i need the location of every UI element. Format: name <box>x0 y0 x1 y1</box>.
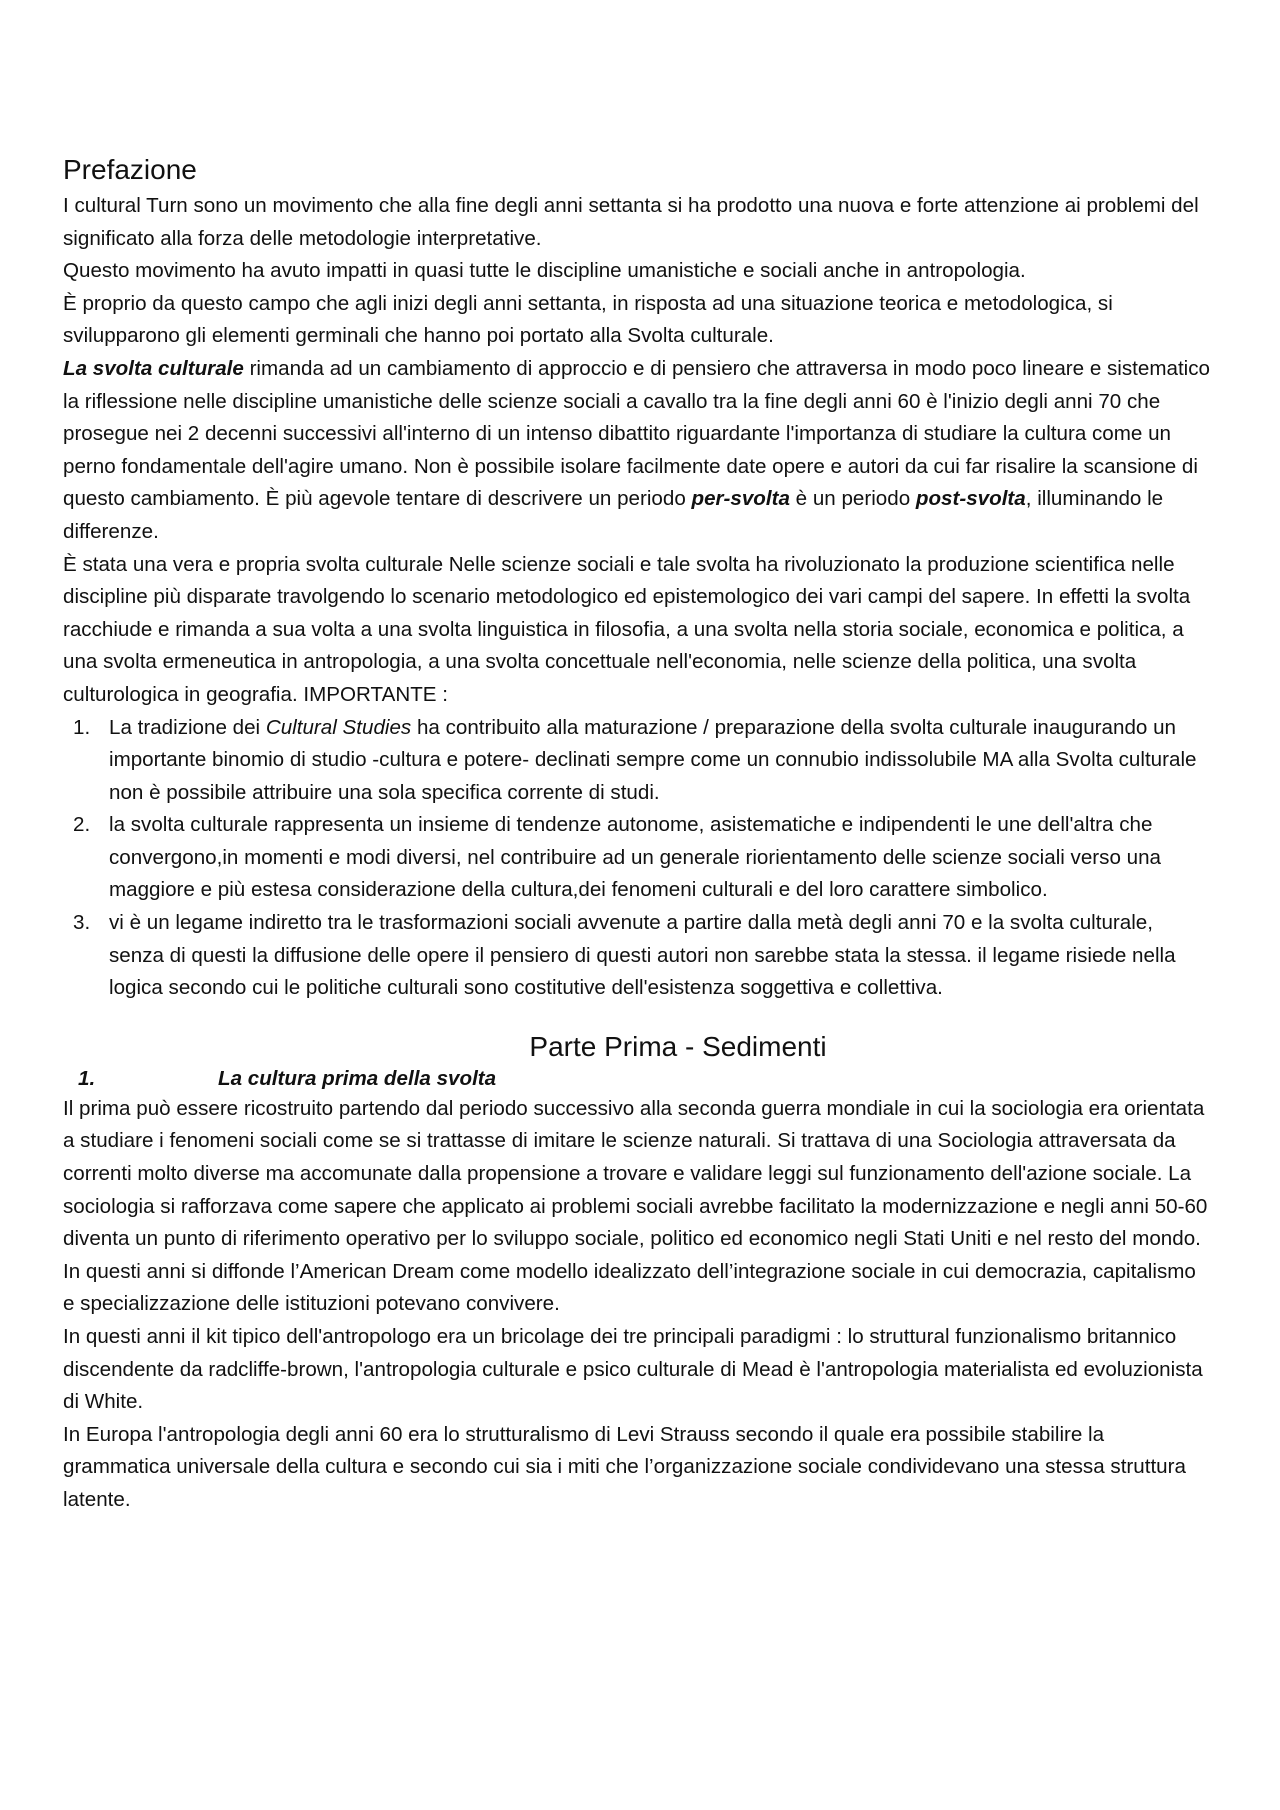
term-per-svolta: per-svolta <box>691 487 790 511</box>
list-item-text: la svolta culturale rappresenta un insieme di tendenze autonome, asistematiche e indipendenti le une dell'altra che convergono,in momenti e modi diversi, nel contribuire ad un generale riorientamento delle scienze sociali verso una maggiore e più estesa considerazione della cultura,dei fenomeni culturali e del loro carattere simbolico. <box>109 813 1162 902</box>
term-cultural-studies: Cultural Studies <box>265 715 412 739</box>
part1-paragraph-4: In Europa l'antropologia degli anni 60 era lo strutturalismo di Levi Strauss secondo il quale era possibile stabilire la grammatica universale della cultura e secondo cui sia i miti che l’organizzazione sociale condividevano una stessa struttura latente. <box>63 1422 1186 1511</box>
list-item-text-a: La tradizione dei <box>109 715 266 739</box>
part1-paragraph-1: Il prima può essere ricostruito partendo dal periodo successivo alla seconda guerra mondiale in cui la sociologia era orientata a studiare i fenomeni sociali come se si trattasse di imitare le scienze naturali. Si trattava di una Sociologia attraversata da correnti molto diverse ma accomunate dalla propensione a trovare e validare leggi sul funzionamento dell'azione sociale. La sociologia si rafforzava come sapere che applicato ai problemi sociali avrebbe facilitato la modernizzazione e negli anni 50-60 diventa un punto di riferimento operativo per lo sviluppo sociale, politico ed economico negli Stati Uniti e nel resto del mondo. <box>63 1096 1208 1251</box>
term-post-svolta: post-svolta <box>915 487 1026 511</box>
chapter-number: 1. <box>78 1066 96 1090</box>
part1-paragraph-2: In questi anni si diffonde l’American Dream come modello idealizzato dell’integrazione sociale in cui democrazia, capitalismo e specializzazione delle istituzioni potevano convivere. <box>63 1259 1196 1316</box>
preface-paragraph-2: Questo movimento ha avuto impatti in quasi tutte le discipline umanistiche e sociali anche in antropologia. <box>63 259 1026 283</box>
list-item-text-b: ha contribuito alla maturazione / preparazione della svolta culturale inaugurando un importante binomio di studio -cultura e potere- declinati sempre come un connubio indissolubile MA alla Svolta culturale non è possibile attribuire una sola specifica corrente di studi. <box>109 715 1197 804</box>
preface-paragraph-1: I cultural Turn sono un movimento che alla fine degli anni settanta si ha prodotto una nuova e forte attenzione ai problemi del significato alla forza delle metodologie interpretative. <box>63 194 1199 250</box>
important-list <box>63 712 1213 1005</box>
preface-paragraph-4-text-b: è un periodo <box>789 487 916 511</box>
list-item <box>63 712 1213 810</box>
document-page <box>63 152 1213 1517</box>
list-item-number: 2. <box>73 813 91 837</box>
preface-paragraph-4-text-a: rimanda ad un cambiamento di approccio e di pensiero che attraversa in modo poco lineare e sistematico la riflessione nelle discipline umanistiche delle scienze sociali a cavallo tra la fine degli anni 60 è l'inizio degli anni 70 che prosegue nei 2 decenni successivi all'interno di un intenso dibattito riguardante l'importanza di studiare la cultura come un perno fondamentale dell'agire umano. Non è possibile isolare facilmente date opere e autori da cui far risalire la scansione di questo cambiamento. È più agevole tentare di descrivere un periodo <box>63 356 1210 511</box>
list-item <box>63 907 1213 1005</box>
list-item <box>63 809 1213 907</box>
preface-paragraph-4 <box>63 353 1213 549</box>
list-item-text: vi è un legame indiretto tra le trasformazioni sociali avvenute a partire dalla metà degli anni 70 e la svolta culturale, senza di questi la diffusione delle opere il pensiero di questi autori non sarebbe stata la stessa. il legame risiede nella logica secondo cui le politiche culturali sono costitutive dell'esistenza soggettiva e collettiva. <box>109 911 1176 1000</box>
chapter-title: La cultura prima della svolta <box>218 1066 497 1090</box>
list-item-number: 1. <box>73 715 91 739</box>
term-svolta-culturale: La svolta culturale <box>63 356 244 380</box>
part1-paragraph-3: In questi anni il kit tipico dell'antropologo era un bricolage dei tre principali paradigmi : lo struttural funzionalismo britannico discendente da radcliffe-brown, l'antropologia culturale e psico culturale di Mead è l'antropologia materialista ed evoluzionista di White. <box>63 1325 1203 1414</box>
preface-paragraph-3: È proprio da questo campo che agli inizi degli anni settanta, in risposta ad una situazione teorica e metodologica, si svilupparono gli elementi germinali che hanno poi portato alla Svolta culturale. <box>63 291 1113 348</box>
list-item-number: 3. <box>73 911 91 935</box>
preface-paragraph-5: È stata una vera e propria svolta culturale Nelle scienze sociali e tale svolta ha rivoluzionato la produzione scientifica nelle discipline più disparate travolgendo lo scenario metodologico ed epistemologico dei vari campi del sapere. In effetti la svolta racchiude e rimanda a sua volta a una svolta linguistica in filosofia, a una svolta nella storia sociale, economica e politica, a una svolta ermeneutica in antropologia, a una svolta concettuale nell'economia, nelle scienze della politica, una svolta culturologica in geografia. IMPORTANTE : <box>63 552 1191 706</box>
preface-paragraph-4-text-c: , illuminando le differenze. <box>63 487 1164 543</box>
preface-title: Prefazione <box>63 154 197 185</box>
part-title: Parte Prima - Sedimenti <box>529 1030 827 1062</box>
chapter-heading <box>63 1065 1213 1093</box>
